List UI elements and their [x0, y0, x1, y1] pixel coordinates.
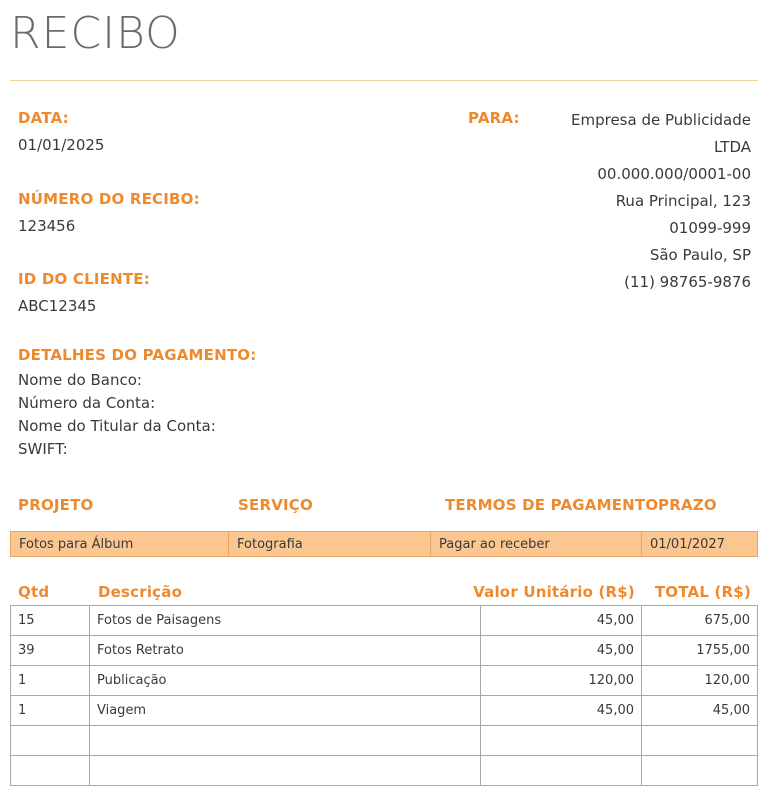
- project-table: [10, 531, 758, 557]
- receipt-number-value: 123456: [18, 217, 76, 235]
- project-header: PROJETO: [18, 496, 94, 514]
- total-cell: [642, 726, 758, 756]
- payment-terms-header: TERMOS DE PAGAMENTO: [445, 496, 659, 514]
- total-cell: [642, 756, 758, 786]
- unit-price-cell: 120,00: [481, 666, 642, 696]
- title-divider: [10, 80, 758, 81]
- qty-cell: 39: [11, 636, 90, 666]
- total-cell: 120,00: [642, 666, 758, 696]
- date-value: 01/01/2025: [18, 136, 105, 154]
- qty-cell: 1: [11, 696, 90, 726]
- table-row: [11, 726, 758, 756]
- items-table: [10, 605, 758, 786]
- qty-cell: 15: [11, 606, 90, 636]
- unit-price-cell: [481, 726, 642, 756]
- description-cell: Fotos Retrato: [90, 636, 481, 666]
- recipient-address: [571, 107, 751, 296]
- to-label: PARA:: [468, 109, 520, 127]
- payment-field: Nome do Titular da Conta:: [18, 417, 216, 435]
- total-cell: 675,00: [642, 606, 758, 636]
- deadline-cell: 01/01/2027: [642, 532, 758, 557]
- unit-price-header: Valor Unitário (R$): [473, 583, 635, 601]
- description-header: Descrição: [98, 583, 183, 601]
- description-cell: Fotos de Paisagens: [90, 606, 481, 636]
- unit-price-cell: 45,00: [481, 606, 642, 636]
- table-row: [11, 696, 758, 726]
- recipient-line: São Paulo, SP: [649, 246, 751, 264]
- unit-price-cell: 45,00: [481, 636, 642, 666]
- total-header: TOTAL (R$): [654, 583, 751, 601]
- receipt-number-label: NÚMERO DO RECIBO:: [18, 190, 200, 208]
- recipient-line: LTDA: [713, 138, 751, 156]
- table-row: [11, 606, 758, 636]
- table-row: [11, 756, 758, 786]
- qty-cell: 1: [11, 666, 90, 696]
- unit-price-cell: [481, 756, 642, 786]
- recipient-line: Rua Principal, 123: [615, 192, 751, 210]
- payment-field: Número da Conta:: [18, 394, 156, 412]
- qty-cell: [11, 756, 90, 786]
- table-row: [11, 532, 758, 557]
- description-cell: [90, 726, 481, 756]
- recipient-line: (11) 98765-9876: [624, 273, 751, 291]
- payment-field: Nome do Banco:: [18, 371, 142, 389]
- qty-header: Qtd: [18, 583, 50, 601]
- description-cell: [90, 756, 481, 786]
- recipient-line: Empresa de Publicidade: [571, 111, 751, 129]
- total-cell: 1755,00: [642, 636, 758, 666]
- service-cell: Fotografia: [229, 532, 431, 557]
- description-cell: Publicação: [90, 666, 481, 696]
- payment-terms-cell: Pagar ao receber: [431, 532, 642, 557]
- total-cell: 45,00: [642, 696, 758, 726]
- qty-cell: [11, 726, 90, 756]
- client-id-label: ID DO CLIENTE:: [18, 270, 150, 288]
- payment-details-label: DETALHES DO PAGAMENTO:: [18, 346, 257, 364]
- payment-field: SWIFT:: [18, 440, 68, 458]
- payment-details-fields: [18, 369, 216, 461]
- description-cell: Viagem: [90, 696, 481, 726]
- date-label: DATA:: [18, 109, 69, 127]
- client-id-value: ABC12345: [18, 297, 97, 315]
- unit-price-cell: 45,00: [481, 696, 642, 726]
- table-row: [11, 666, 758, 696]
- recipient-line: 00.000.000/0001-00: [597, 165, 751, 183]
- project-cell: Fotos para Álbum: [11, 532, 229, 557]
- service-header: SERVIÇO: [238, 496, 313, 514]
- recipient-line: 01099-999: [669, 219, 751, 237]
- table-row: [11, 636, 758, 666]
- page-title: RECIBO: [10, 8, 181, 59]
- deadline-header: PRAZO: [658, 496, 717, 514]
